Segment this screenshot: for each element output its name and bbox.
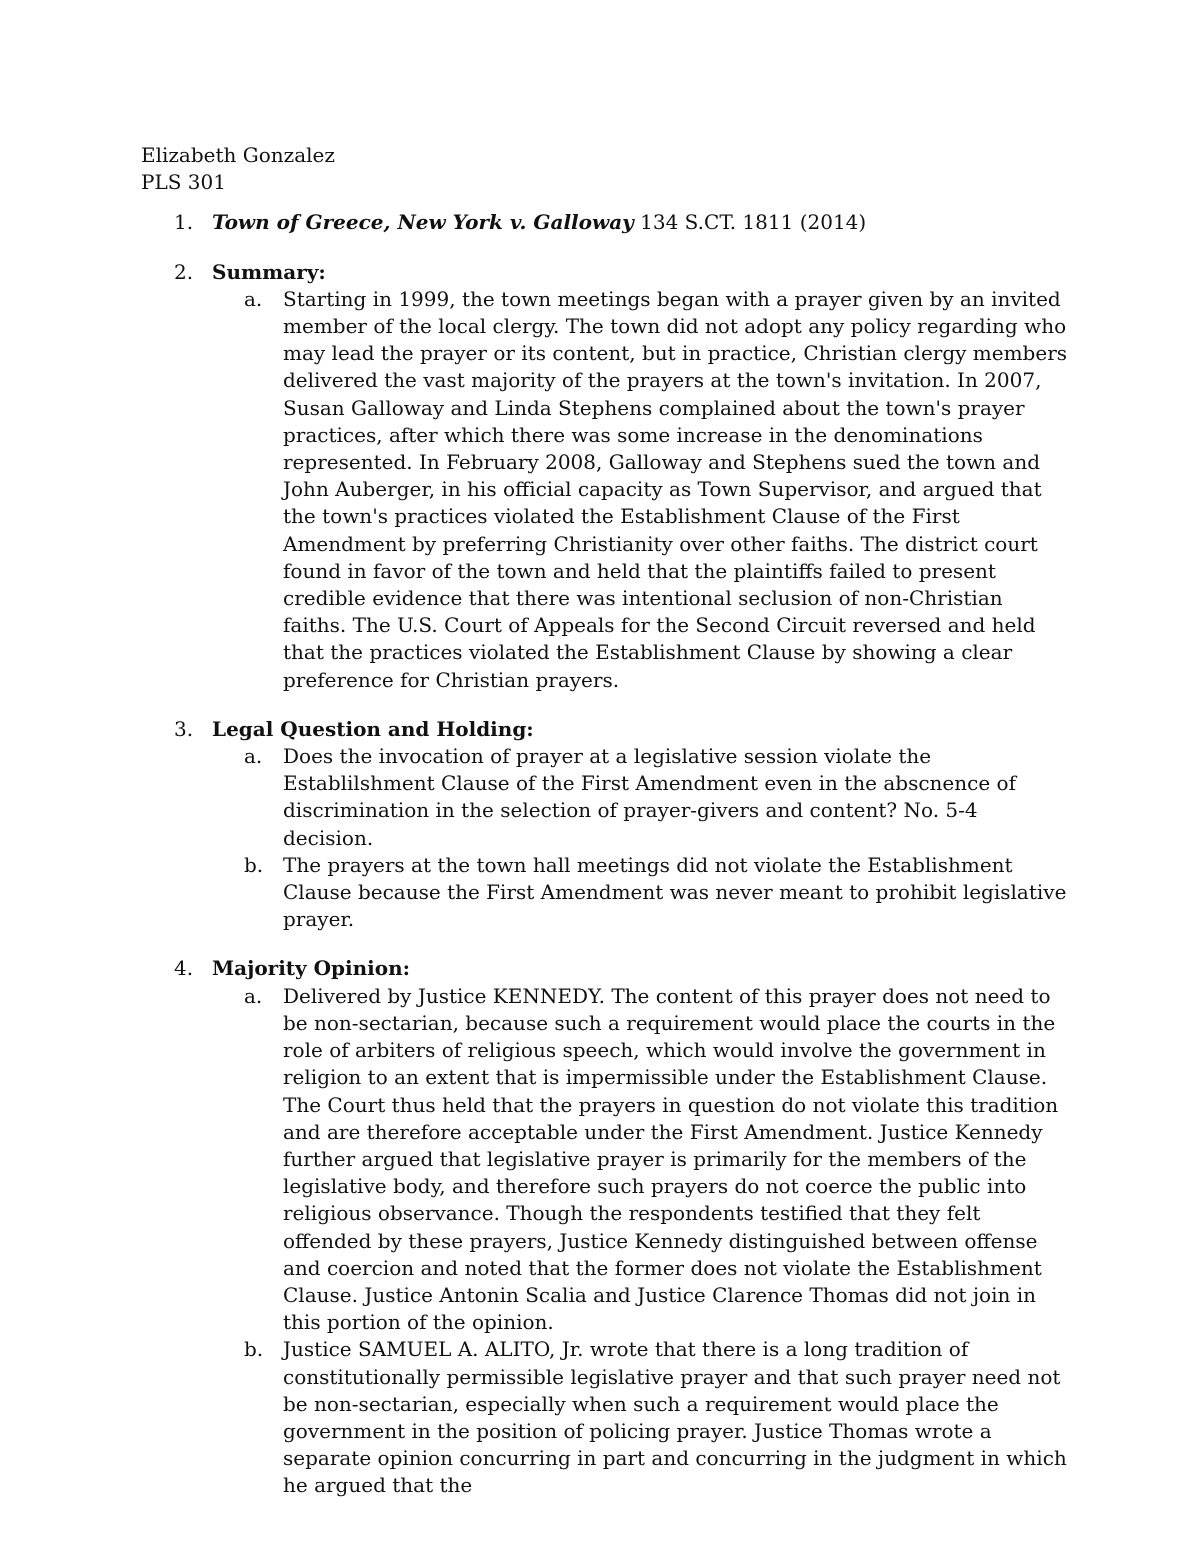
case-title: Town of Greece, New York v. Galloway (212, 210, 634, 235)
legal-question-heading-item (141, 716, 1071, 743)
sub-item-text: The prayers at the town hall meetings did not violate the Establishment Clause because the First Amendment was never meant to prohibit legislative prayer. (283, 852, 1067, 932)
sub-item-letter: a. (244, 286, 263, 311)
concurring-opinion-paragraph (141, 1336, 1071, 1499)
item-number: 3. (174, 716, 194, 741)
legal-question-paragraph (141, 743, 1071, 852)
course-code: PLS 301 (141, 170, 226, 195)
case-citation: 134 S.CT. 1811 (2014) (633, 210, 867, 235)
sub-item-text: Does the invocation of prayer at a legislative session violate the Establilshment Clause of the First Amendment even in the abscnence of discrimination in the selection of prayer-givers and content? No. 5-4 decision. (283, 744, 1016, 850)
case-citation-item (141, 209, 1071, 236)
section-heading: Majority Opinion: (212, 956, 411, 981)
sub-item-text: Justice SAMUEL A. ALITO, Jr. wrote that there is a long tradition of constitutionally permissible legislative prayer and that such prayer need not be non-sectarian, especially when such a requirement would place the government in the position of policing prayer. Justice Thomas wrote a separate opinion concurring in part and concurring in the judgment in which he argued that the (283, 1337, 1067, 1498)
summary-paragraph (141, 286, 1071, 694)
document-body (141, 142, 1071, 1500)
sub-item-text: Delivered by Justice KENNEDY. The content of this prayer does not need to be non-sectarian, because such a requirement would place the courts in the role of arbiters of religious speech, which would involve the government in religion to an extent that is impermissible under the Establishment Clause. The Court thus held that the prayers in question do not violate this tradition and are therefore acceptable under the First Amendment. Justice Kennedy further argued that legislative prayer is primarily for the members of the legislative body, and therefore such prayers do not coerce the public into religious observance. Though the respondents testified that they felt offended by these prayers, Justice Kennedy distinguished between offense and coercion and noted that the former does not violate the Establishment Clause. Justice Antonin Scalia and Justice Clarence Thomas did not join in this portion of the opinion. (283, 983, 1059, 1335)
sub-item-letter: a. (244, 744, 263, 769)
item-number: 4. (174, 956, 194, 981)
sub-item-letter: b. (244, 1337, 264, 1362)
majority-opinion-heading-item (141, 955, 1071, 982)
summary-heading-item (141, 259, 1071, 286)
section-heading: Summary: (212, 259, 326, 284)
item-number: 2. (174, 259, 194, 284)
holding-paragraph (141, 852, 1071, 934)
section-heading: Legal Question and Holding: (212, 716, 534, 741)
sub-item-text: Starting in 1999, the town meetings began with a prayer given by an invited member of the local clergy. The town did not adopt any policy regarding who may lead the prayer or its content, but in practice, Christian clergy members delivered the vast majority of the prayers at the town's invitation. In 2007, Susan Galloway and Linda Stephens complained about the town's prayer practices, after which there was some increase in the denominations represented. In February 2008, Galloway and Stephens sued the town and John Auberger, in his official capacity as Town Supervisor, and argued that the town's practices violated the Establishment Clause of the First Amendment by preferring Christianity over other faiths. The district court found in favor of the town and held that the plaintiffs failed to present credible evidence that there was intentional seclusion of non-Christian faiths. The U.S. Court of Appeals for the Second Circuit reversed and held that the practices violated the Establishment Clause by showing a clear preference for Christian prayers. (283, 286, 1068, 692)
sub-item-letter: a. (244, 983, 263, 1008)
sub-item-letter: b. (244, 852, 264, 877)
author-name: Elizabeth Gonzalez (141, 143, 335, 167)
majority-opinion-paragraph (141, 983, 1071, 1337)
item-number: 1. (174, 210, 194, 235)
